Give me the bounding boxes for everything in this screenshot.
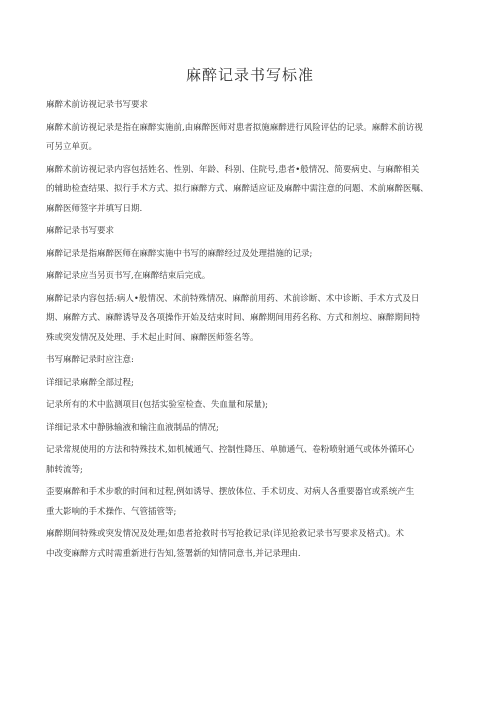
body-paragraph xyxy=(46,351,466,371)
body-paragraph xyxy=(46,396,466,416)
document-body xyxy=(46,96,466,567)
body-paragraph xyxy=(46,96,466,116)
paragraph-line: 麻醉记录内容包括:病人•般情况、术前特殊情况、麻醉前用药、术前诊断、术中诊断、手术方式及日 xyxy=(46,293,420,304)
paragraph-line: 歪要麻醉和手术步歌的时间和过程,例如诱导、摆放体位、手术切皮、对病人各重要器官或系统产生 xyxy=(46,487,415,497)
body-paragraph xyxy=(46,267,466,287)
paragraph-line: 殊或突发情况及处理、手术起止时间、麻醉医师签名等。 xyxy=(46,332,259,343)
paragraph-line: 麻醉术前访视记录书写要求 xyxy=(46,100,149,110)
paragraph-line: 麻醉术前访视记录是指在麻醉实施前,由麻醉医师对患者拟施麻醉进行风险评估的记录。麻醉术前访视 xyxy=(46,122,423,133)
paragraph-line: 可另立单页。 xyxy=(46,142,98,152)
document-title: 麻醉记录书写标准 xyxy=(185,66,314,84)
paragraph-line: 麻醉记录应当另页书写,在麻醉结束后完成。 xyxy=(46,271,211,281)
paragraph-line: 麻醉记录是指麻醉医师在麻醉实施中书写的麻醉经过及处理措施的记录; xyxy=(46,248,313,259)
paragraph-line: 麻醉期间特殊或突发情况及处理;如患者抢救时书写抢救记录(详见抢救记录书写要求及格式)。术 xyxy=(46,529,405,539)
body-paragraph xyxy=(46,222,466,242)
paragraph-line: 的辅助检查结果、拟行手术方式、拟行麻醉方式、麻醉适应证及麻醉中需注意的问题、术前麻醉医嘱、 xyxy=(46,184,429,194)
body-paragraph xyxy=(46,419,466,439)
body-paragraph xyxy=(46,161,466,220)
paragraph-line: 重大影响的手术操作、气管插管等; xyxy=(46,506,177,517)
body-paragraph xyxy=(46,119,466,158)
paragraph-line: 记录常规使用的方法和特殊技术,如机械通气、控制性降压、单肺通气、卷粉喷射通气或体外循环心 xyxy=(46,445,415,455)
paragraph-line: 麻醉医师签字并填写日期. xyxy=(46,203,143,214)
paragraph-line: 中改变麻醉方式时需重新进行告知,签署新的知情同意书,并记录理由. xyxy=(46,548,301,559)
paragraph-line: 详细记录麻醉全部过程; xyxy=(46,377,134,388)
paragraph-line: 期、麻醉方式、麻醉诱导及各项操作开始及结束时间、麻醉期间用药名称、方式和剂垃、麻醉期间特 xyxy=(46,313,421,323)
body-paragraph xyxy=(46,290,466,349)
paragraph-line: 书写麻醉记录时应注意: xyxy=(46,355,134,365)
body-paragraph xyxy=(46,525,466,564)
paragraph-line: 记录所有的术中监测项目(包括实验室检查、失血量和尿量); xyxy=(46,400,268,410)
body-paragraph xyxy=(46,245,466,265)
body-paragraph xyxy=(46,374,466,394)
paragraph-line: 麻醉记录书写要求 xyxy=(46,226,115,236)
paragraph-line: 麻醉术前访视记录内容包括姓名、性别、年龄、科别、住院号,患者•般情况、简要病史、与麻醉相关 xyxy=(46,164,420,175)
paragraph-line: 肺转流等; xyxy=(46,464,83,475)
body-paragraph xyxy=(46,441,466,480)
body-paragraph xyxy=(46,483,466,522)
paragraph-line: 详细记录术中静脉输液和输注血液制品的情况; xyxy=(46,422,219,433)
